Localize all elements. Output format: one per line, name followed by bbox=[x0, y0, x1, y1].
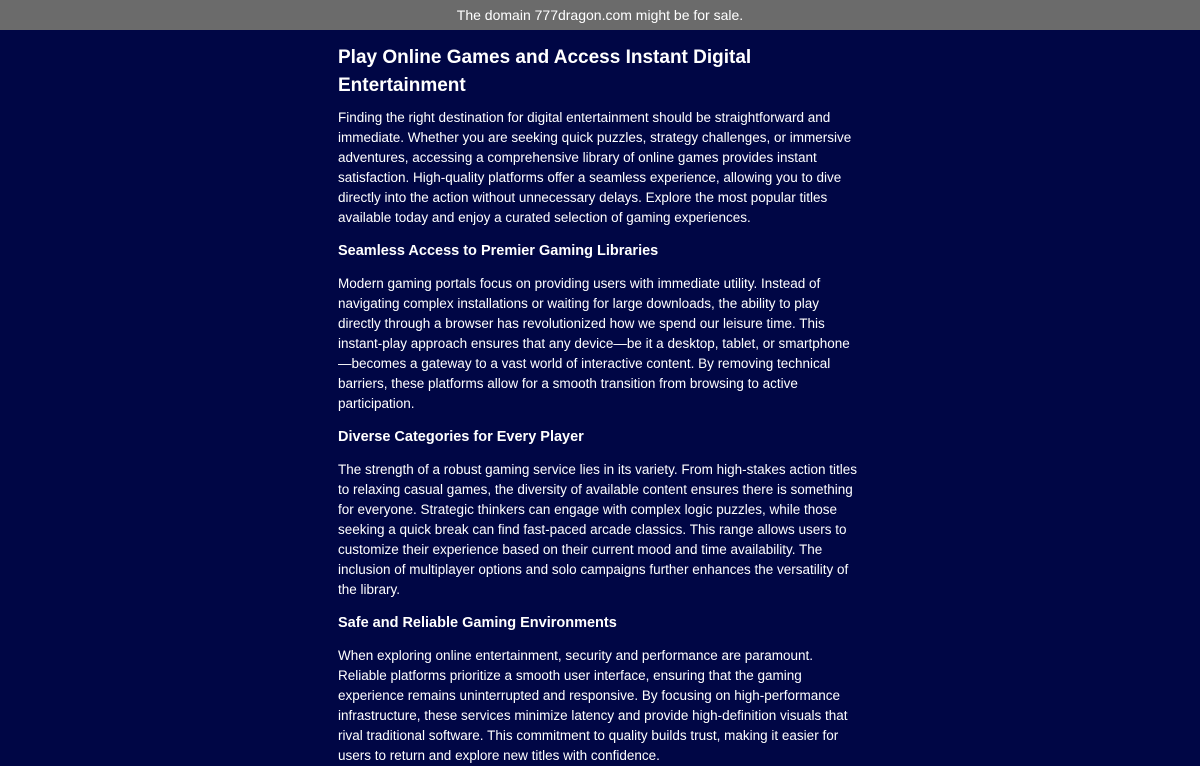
page-title: Play Online Games and Access Instant Digital Entertainment bbox=[338, 47, 752, 96]
section-safe-environments bbox=[338, 612, 861, 766]
section-paragraph: The strength of a robust gaming service lies in its variety. From high-stakes action titles to relaxing casual games, the diversity of available content ensures there is something for everyone. Strategic thinkers can engage with complex logic puzzles, while those seeking a quick break can find fast-paced arcade classics. This range allows users to customize their experience based on their current mood and time availability. The inclusion of multiplayer options and solo campaigns further enhances the versatility of the library. bbox=[338, 462, 857, 597]
section-paragraph: When exploring online entertainment, security and performance are paramount. Reliable platforms prioritize a smooth user interface, ensuring that the gaming experience remains uninterrupted and responsive. By focusing on high-performance infrastructure, these services minimize latency and provide high-definition visuals that rival traditional software. This commitment to quality builds trust, making it easier for users to return and explore new titles with confidence. bbox=[338, 648, 848, 763]
section-paragraph: Modern gaming portals focus on providing users with immediate utility. Instead of navigating complex installations or waiting for large downloads, the ability to play directly through a browser has revolutionized how we spend our leisure time. This instant-play approach ensures that any device—be it a desktop, tablet, or smartphone—becomes a gateway to a vast world of interactive content. By removing technical barriers, these platforms allow for a smooth transition from browsing to active participation. bbox=[338, 276, 850, 411]
domain-sale-banner bbox=[0, 0, 1200, 30]
section-diverse-categories bbox=[338, 426, 861, 600]
section-heading: Safe and Reliable Gaming Environments bbox=[338, 615, 617, 631]
section-premier-libraries bbox=[338, 240, 861, 414]
domain-sale-text: The domain 777dragon.com might be for sale. bbox=[456, 7, 744, 23]
intro-paragraph: Finding the right destination for digital entertainment should be straightforward and immediate. Whether you are seeking quick puzzles, strategy challenges, or immersive adventures, accessing a comprehensive library of online games provides instant satisfaction. High-quality platforms offer a seamless experience, allowing you to dive directly into the action without unnecessary delays. Explore the most popular titles available today and enjoy a curated selection of gaming experiences. bbox=[338, 110, 852, 225]
section-heading: Diverse Categories for Every Player bbox=[338, 429, 584, 445]
article bbox=[338, 30, 861, 766]
section-heading: Seamless Access to Premier Gaming Libraries bbox=[338, 243, 659, 259]
